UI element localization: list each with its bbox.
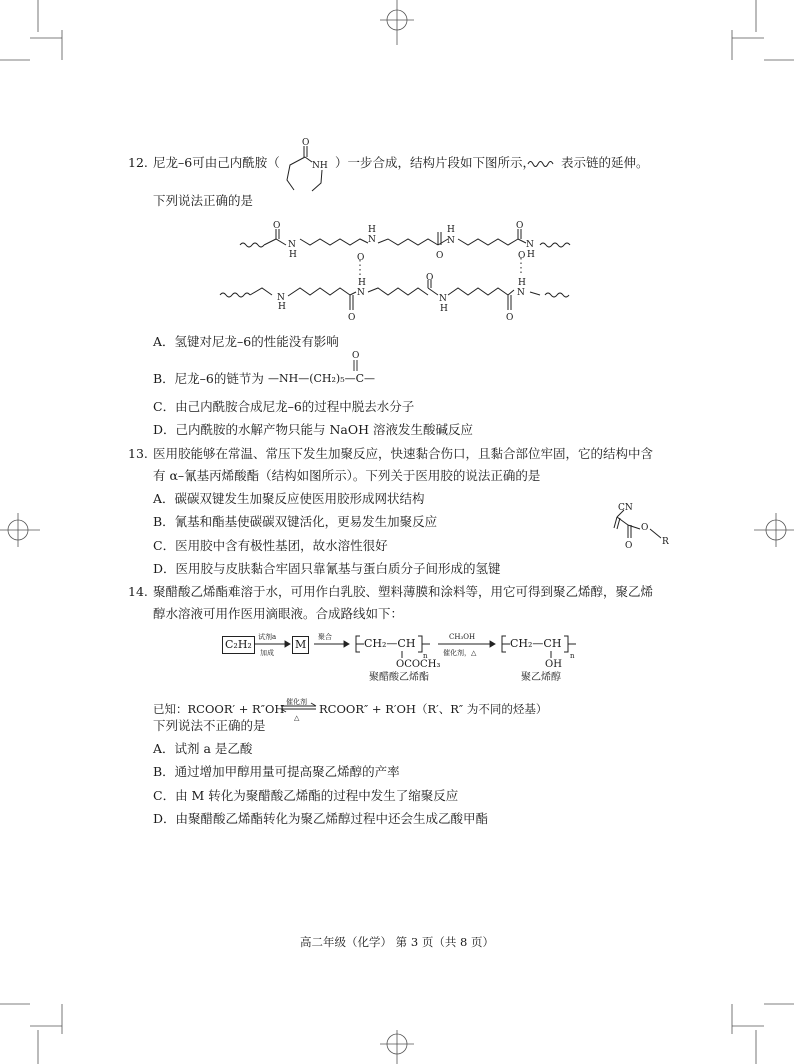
nylon-n-1: N bbox=[288, 240, 296, 250]
route-poly2-n: n bbox=[570, 652, 575, 660]
nylon-o-3: O bbox=[516, 221, 524, 231]
q12-option-a: A．氢键对尼龙–6的性能没有影响 bbox=[153, 334, 339, 349]
nylon-n-2: N bbox=[368, 235, 376, 245]
nylon-o-1: O bbox=[273, 221, 281, 231]
q13-line1: 医用胶能够在常温、常压下发生加聚反应，快速黏合伤口，且黏合部位牢固，它的结构中含 bbox=[153, 446, 654, 461]
q14-option-c: C．由 M 转化为聚醋酸乙烯酯的过程中发生了缩聚反应 bbox=[153, 788, 459, 803]
q12-stem-b: ）一步合成，结构片段如下图所示， bbox=[335, 155, 536, 170]
nylon-h-7: H bbox=[440, 304, 448, 314]
route-poly2-name: 聚乙烯醇 bbox=[521, 672, 561, 683]
q14-option-a: A．试剂 a 是乙酸 bbox=[153, 741, 253, 756]
nylon-o-6: O bbox=[348, 313, 356, 323]
known-reaction-right: RCOOR″ + R′OH（R′、R″ 为不同的烃基） bbox=[319, 702, 548, 716]
q12-option-b: B．尼龙–6的链节为 bbox=[153, 371, 264, 386]
nylon-h-8: H bbox=[518, 278, 526, 288]
route-arrow1-reagent: 试剂a bbox=[258, 633, 277, 641]
q14-line1: 聚醋酸乙烯酯难溶于水，可用作白乳胶、塑料薄膜和涂料等，用它可得到聚乙烯醇，聚乙烯 bbox=[153, 584, 654, 599]
q13-option-c: C．医用胶中含有极性基团，故水溶性很好 bbox=[153, 538, 388, 553]
known-reaction-heat: △ bbox=[294, 714, 300, 722]
cyanoacrylate-r: R bbox=[662, 537, 669, 547]
q14-number: 14. bbox=[128, 584, 148, 599]
cyanoacrylate-carbonyl-o: O bbox=[625, 541, 633, 551]
q12-option-d: D．己内酰胺的水解产物只能与 NaOH 溶液发生酸碱反应 bbox=[153, 422, 474, 437]
q12-repeat-unit: —NH—(CH₂)₅—C— bbox=[268, 372, 376, 385]
route-poly1-chain: CH₂—CH bbox=[364, 637, 416, 650]
route-poly1-substituent: OCOCH₃ bbox=[396, 659, 441, 670]
nylon-h-5: H bbox=[278, 302, 286, 312]
nylon-n-6: N bbox=[357, 288, 365, 298]
q13-option-d: D．医用胶与皮肤黏合牢固只靠氰基与蛋白质分子间形成的氢键 bbox=[153, 561, 501, 576]
q13-line2: 有 α–氰基丙烯酸酯（结构如图所示）。下列关于医用胶的说法正确的是 bbox=[153, 468, 541, 483]
route-arrow3-condition: 催化剂，△ bbox=[443, 649, 477, 657]
repeat-unit-oxygen: O bbox=[352, 351, 360, 361]
q13-option-a: A．碳碳双键发生加聚反应使医用胶形成网状结构 bbox=[153, 491, 425, 506]
cyanoacrylate-ester-o: O bbox=[641, 523, 649, 533]
q14-option-d: D．由聚醋酸乙烯酯转化为聚乙烯醇过程中还会生成乙酸甲酯 bbox=[153, 811, 489, 826]
nylon-h-6: H bbox=[358, 278, 366, 288]
nylon-h-3: H bbox=[447, 225, 455, 235]
nylon-o-2: O bbox=[436, 251, 444, 261]
nylon-o-5: O bbox=[518, 251, 526, 261]
route-poly2-substituent: OH bbox=[545, 659, 562, 670]
nylon-h-4: H bbox=[527, 250, 535, 260]
nylon-n-5: N bbox=[277, 293, 285, 303]
caprolactam-nh: NH bbox=[312, 161, 328, 171]
route-poly2-chain: CH₂—CH bbox=[510, 637, 562, 650]
wavy-bond-icon bbox=[527, 158, 559, 168]
q13-number: 13. bbox=[128, 446, 148, 461]
route-arrow1-condition: 加成 bbox=[260, 649, 274, 657]
q14-option-b: B．通过增加甲醇用量可提高聚乙烯醇的产率 bbox=[153, 764, 400, 779]
nylon-h-1: H bbox=[289, 250, 297, 260]
nylon-n-8: N bbox=[517, 288, 525, 298]
nylon-o-4: O bbox=[357, 253, 365, 263]
q12-number: 12. bbox=[128, 155, 148, 170]
nylon-n-7: N bbox=[439, 294, 447, 304]
known-reaction-catalyst: 催化剂 bbox=[286, 698, 307, 706]
q13-option-b: B．氰基和酯基使碳碳双键活化，更易发生加聚反应 bbox=[153, 514, 438, 529]
q12-stem-a: 尼龙–6可由己内酰胺（ bbox=[153, 155, 280, 170]
q12-stem-c: 表示链的延伸。 bbox=[561, 155, 649, 170]
known-reaction-left: 已知：RCOOR′ + R″OH bbox=[153, 702, 285, 716]
nylon-n-3: N bbox=[447, 236, 455, 246]
route-poly1-n: n bbox=[423, 652, 428, 660]
route-arrow3-reagent: CH₃OH bbox=[449, 633, 476, 641]
cyanoacrylate-cn: CN bbox=[618, 503, 633, 513]
q14-prompt: 下列说法不正确的是 bbox=[153, 718, 266, 733]
nylon-h-2: H bbox=[368, 225, 376, 235]
route-poly1-name: 聚醋酸乙烯酯 bbox=[369, 672, 429, 683]
route-start-c2h2: C₂H₂ bbox=[222, 636, 255, 654]
nylon-n-4: N bbox=[526, 240, 534, 250]
caprolactam-oxygen: O bbox=[302, 138, 310, 148]
page-footer: 高二年级（化学） 第 3 页（共 8 页） bbox=[300, 935, 494, 949]
nylon-o-7: O bbox=[426, 273, 434, 283]
q12-option-c: C．由己内酰胺合成尼龙–6的过程中脱去水分子 bbox=[153, 399, 415, 414]
route-intermediate-m: M bbox=[292, 636, 309, 654]
q14-line2: 醇水溶液可用作医用滴眼液。合成路线如下： bbox=[153, 606, 404, 621]
nylon-o-8: O bbox=[506, 313, 514, 323]
q12-prompt: 下列说法正确的是 bbox=[153, 193, 254, 208]
route-arrow2-condition: 聚合 bbox=[318, 633, 332, 641]
